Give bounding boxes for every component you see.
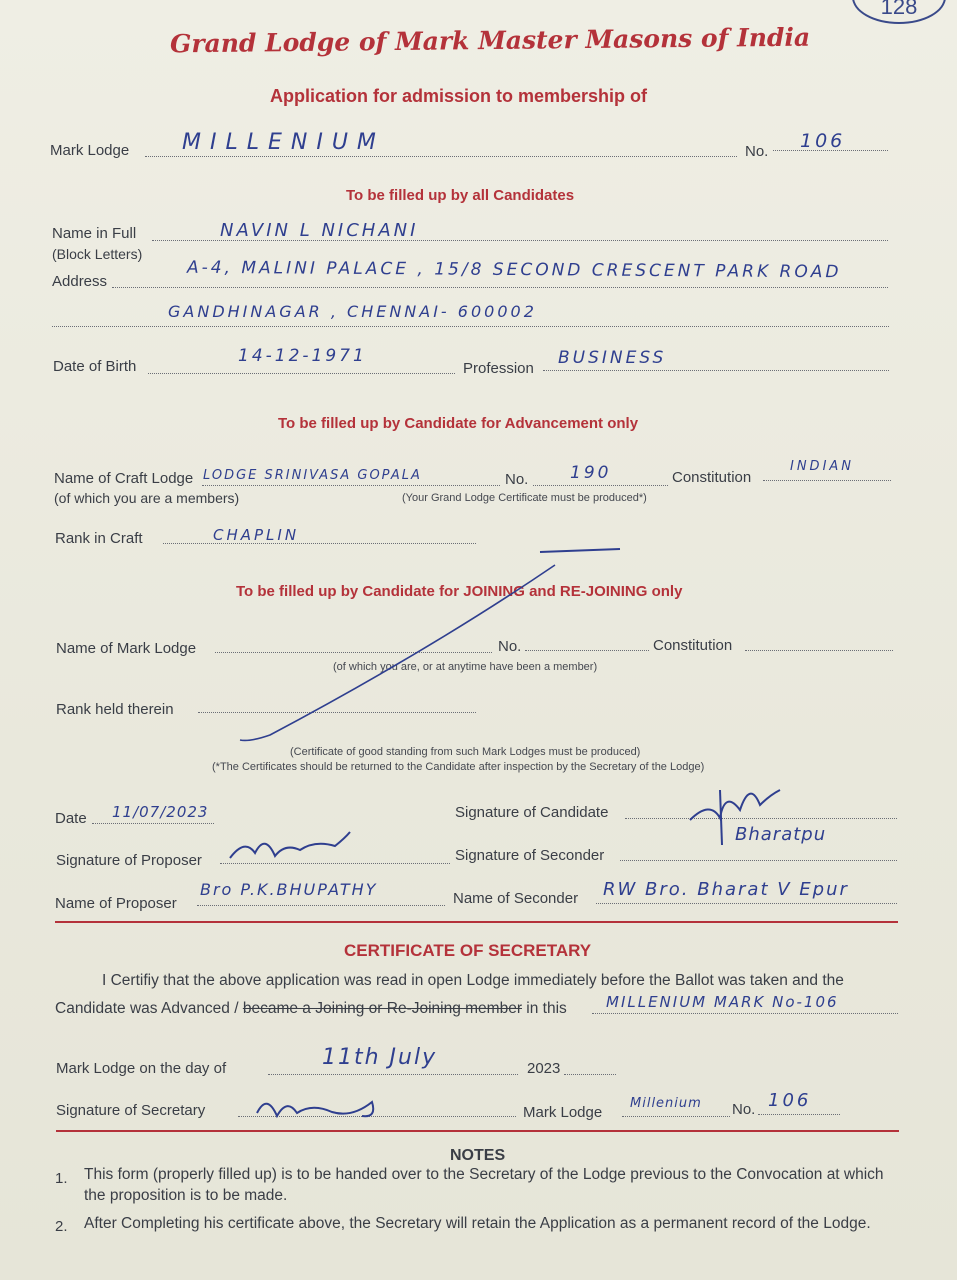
joining-mark-lodge-label: Name of Mark Lodge xyxy=(56,640,197,657)
rank-craft-value: CHAPLIN xyxy=(213,526,300,544)
certificate-line-1: I Certifiy that the above application was read in open Lodge immediately before the Ballot was taken and the xyxy=(102,972,844,989)
joining-constitution-label: Constitution xyxy=(653,637,733,654)
craft-lodge-no-value: 190 xyxy=(570,463,612,483)
mark-lodge-no-label: No. xyxy=(745,143,769,160)
day-label: Mark Lodge on the day of xyxy=(56,1060,227,1077)
note-2-number: 2. xyxy=(55,1218,68,1235)
date-value: 11/07/2023 xyxy=(112,803,209,821)
secretary-lodge-value: Millenium xyxy=(630,1096,702,1111)
proposer-signature xyxy=(225,828,365,868)
rank-craft-label: Rank in Craft xyxy=(55,530,143,547)
profession-label: Profession xyxy=(463,360,534,377)
seconder-name-value: RW Bro. Bharat V Epur xyxy=(603,879,849,900)
certificate-lodge-value: MILLENIUM MARK No-106 xyxy=(606,993,839,1011)
date-label: Date xyxy=(55,810,87,827)
member-note: (of which you are, or at anytime have been a member) xyxy=(333,661,598,673)
notes-heading: NOTES xyxy=(450,1147,506,1164)
address-label: Address xyxy=(52,273,108,290)
advanced-text: Candidate was Advanced / xyxy=(55,1000,243,1017)
in-this-text: in this xyxy=(522,1000,567,1017)
certificate-heading: CERTIFICATE OF SECRETARY xyxy=(344,941,592,960)
section-divider-1 xyxy=(55,921,898,923)
joining-section-heading: To be filled up by Candidate for JOINING and RE-JOINING only xyxy=(236,583,683,600)
good-standing-note: (Certificate of good standing from such Mark Lodges must be produced) xyxy=(290,746,641,758)
address-line-2: GANDHINAGAR , CHENNAI- 600002 xyxy=(168,302,537,321)
secretary-lodge-label: Mark Lodge xyxy=(523,1104,603,1121)
dob-label: Date of Birth xyxy=(53,358,137,375)
secretary-lodge-no-label: No. xyxy=(732,1101,756,1118)
struck-text: became a Joining or Re-Joining member xyxy=(242,1000,522,1017)
joining-no-label: No. xyxy=(498,638,522,655)
certificate-line-2 xyxy=(55,1000,567,1018)
mark-lodge-no-value: 106 xyxy=(800,130,846,152)
page-number-stamp: 128 xyxy=(852,0,946,24)
seconder-name-label: Name of Seconder xyxy=(453,890,579,907)
proposer-name-value: Bro P.K.BHUPATHY xyxy=(200,880,378,899)
craft-lodge-no-label: No. xyxy=(505,471,529,488)
craft-lodge-label: Name of Craft Lodge xyxy=(54,470,194,487)
candidates-section-heading: To be filled up by all Candidates xyxy=(346,187,575,204)
craft-lodge-value: LODGE SRINIVASA GOPALA xyxy=(203,468,422,483)
application-title: Application for admission to membership of xyxy=(270,86,648,106)
seconder-signature-label: Signature of Seconder xyxy=(455,847,605,864)
secretary-lodge-no-value: 106 xyxy=(768,1090,812,1111)
note-1-text: This form (properly filled up) is to be handed over to the Secretary of the Lodge previous to the Convocation at which xyxy=(84,1166,884,1183)
proposer-name-label: Name of Proposer xyxy=(55,895,177,912)
name-value: NAVIN L NICHANI xyxy=(220,220,419,241)
dob-value: 14-12-1971 xyxy=(238,346,367,366)
mark-lodge-value: MILLENIUM xyxy=(182,130,385,155)
name-sub-label: (Block Letters) xyxy=(52,246,143,262)
note-1-text-continued: the proposition is to be made. xyxy=(84,1187,288,1204)
address-line-1: A-4, MALINI PALACE , 15/8 SECOND CRESCENT PARK ROAD xyxy=(186,257,842,283)
secretary-signature-label: Signature of Secretary xyxy=(56,1102,206,1119)
certificate-note: (Your Grand Lodge Certificate must be produced*) xyxy=(402,492,647,504)
secretary-signature xyxy=(252,1088,392,1128)
proposer-signature-label: Signature of Proposer xyxy=(56,852,202,869)
section-divider-2 xyxy=(56,1130,899,1132)
year-value: 2023 xyxy=(527,1060,561,1077)
constitution-label: Constitution xyxy=(672,469,752,486)
constitution-value: INDIAN xyxy=(790,459,855,474)
advancement-section-heading: To be filled up by Candidate for Advancement only xyxy=(278,415,639,432)
name-label: Name in Full xyxy=(52,225,137,242)
seconder-signature: Bharatpu xyxy=(735,824,827,845)
grand-lodge-title: Grand Lodge of Mark Master Masons of India xyxy=(169,22,811,59)
profession-value: BUSINESS xyxy=(558,348,667,368)
day-value: 11th July xyxy=(322,1045,438,1070)
note-1-number: 1. xyxy=(55,1170,68,1187)
craft-lodge-sub-label: (of which you are a members) xyxy=(54,490,240,506)
rank-held-label: Rank held therein xyxy=(56,701,174,718)
certificates-return-note: (*The Certificates should be returned to the Candidate after inspection by the Secretary of the Lodge) xyxy=(212,761,705,773)
candidate-signature-label: Signature of Candidate xyxy=(455,804,609,821)
note-2-text: After Completing his certificate above, the Secretary will retain the Application as a permanent record of the Lodge. xyxy=(84,1215,871,1232)
mark-lodge-label: Mark Lodge xyxy=(50,142,130,159)
